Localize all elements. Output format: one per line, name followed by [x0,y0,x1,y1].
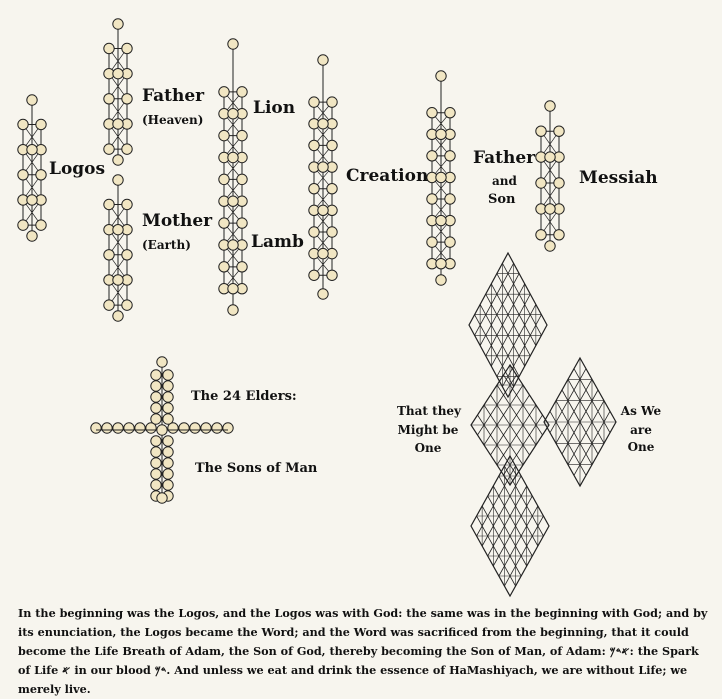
sephira-node [122,300,132,310]
sephira-node [163,436,173,446]
sephira-node [151,370,161,380]
sephira-node [219,262,229,272]
sephira-node [135,423,145,433]
sephira-node [327,227,337,237]
sephira-node [163,469,173,479]
tree-father-son [427,71,455,285]
sephira-node [436,215,446,225]
sephira-node [445,194,455,204]
sephira-node [104,43,114,53]
label-son: Son [488,192,516,207]
sephira-node [228,109,238,119]
sephira-node [318,248,328,258]
sephira-node [201,423,211,433]
sephira-node [18,220,28,230]
sephira-node [228,305,238,315]
sephira-node [327,184,337,194]
sephira-node [163,381,173,391]
sephira-node [427,237,437,247]
label-one: One [414,441,442,455]
sephira-node [228,152,238,162]
sephira-node [151,392,161,402]
sephira-node [163,480,173,490]
tree-messiah [536,101,564,251]
label-24-elders: The 24 Elders: [191,389,297,404]
sephira-node [122,144,132,154]
body-paragraph: In the beginning was the Logos, and the Logos was with God: the same was in the beginning with God; and by its enunciation, the Logos became the Word; and the Word was sacrificed from the beginning, that it could become the Life Breath of Adam, the Son of God, thereby becoming the Son of Man, of Adam: 𐤀𐤃𐤌: the Spark of Life 𐤀 in our blood 𐤃𐤌. And unless we eat and drink the essence of HaMashiyach, we are without Life; we merely live. [18,606,708,696]
sephira-node [157,425,167,435]
sephira-node [536,178,546,188]
tree-creation [309,55,337,299]
sephira-node [445,151,455,161]
sephira-node [436,275,446,285]
tree-mother [104,175,132,321]
sephira-node [104,300,114,310]
sephira-node [151,381,161,391]
sephira-node [436,71,446,81]
sephira-node [309,184,319,194]
label-earth: (Earth) [142,238,191,252]
label-that-they: That they [397,404,462,418]
sephira-node [536,230,546,240]
sephira-node [163,392,173,402]
label-lion: Lion [253,98,296,118]
sephira-node [228,196,238,206]
sephira-node [122,94,132,104]
label-sons-of-man: The Sons of Man [195,461,318,476]
sephira-node [436,172,446,182]
sephira-node [36,170,46,180]
sephira-node [18,170,28,180]
sephira-node [122,250,132,260]
sephira-node [151,403,161,413]
sephira-node [318,55,328,65]
sephira-node [554,126,564,136]
diamond-outline [469,253,547,397]
sephira-node [219,174,229,184]
sephira-node [228,240,238,250]
label-father: Father [142,86,205,106]
label-father-2: Father [473,148,536,168]
sephira-node [554,230,564,240]
sephira-node [237,130,247,140]
sephira-node [212,423,222,433]
sephira-node [104,250,114,260]
sephira-node [190,423,200,433]
sephira-node [228,284,238,294]
sephira-node [237,87,247,97]
sephira-node [151,458,161,468]
label-might-be: Might be [397,423,459,437]
sephira-node [318,289,328,299]
sephira-node [157,493,167,503]
sephira-node [36,220,46,230]
sephira-node [327,270,337,280]
sephira-node [151,480,161,490]
sephira-node [436,258,446,268]
sephira-node [27,231,37,241]
label-and: and [492,174,517,188]
sephira-node [157,357,167,367]
sephira-node [27,95,37,105]
sephira-node [91,423,101,433]
sephira-node [318,119,328,129]
sephira-node [545,152,555,162]
sephira-node [318,205,328,215]
sephira-node [445,108,455,118]
label-as-we: As We [620,404,662,418]
sephira-node [545,241,555,251]
label-mother: Mother [142,211,213,231]
sephira-node [122,199,132,209]
sephira-node [427,194,437,204]
sephira-node [104,94,114,104]
sephira-node [163,370,173,380]
sephira-node [163,447,173,457]
sephira-node [237,218,247,228]
sephira-node [18,119,28,129]
sephira-node [151,414,161,424]
sephira-node [113,68,123,78]
sephira-node [427,108,437,118]
sephira-node [309,270,319,280]
sephira-node [327,97,337,107]
tree-father [104,19,132,165]
sephira-node [113,423,123,433]
label-one-2: One [627,440,655,454]
sephira-node [219,218,229,228]
sephira-node [113,311,123,321]
label-creation: Creation [346,166,429,186]
diamond-middle [471,365,549,485]
diamond-right [544,358,616,486]
sephira-node [228,39,238,49]
label-lamb: Lamb [251,232,304,252]
sephira-node [113,19,123,29]
sephira-node [219,87,229,97]
sephira-node [124,423,134,433]
sephira-node [102,423,112,433]
sephira-node [309,227,319,237]
label-heaven: (Heaven) [142,113,204,127]
sephira-node [427,151,437,161]
sephira-node [318,162,328,172]
sephira-node [237,174,247,184]
sephira-node [327,140,337,150]
label-messiah: Messiah [579,168,658,188]
sephira-node [163,403,173,413]
sephira-node [179,423,189,433]
elders-cross [91,357,233,503]
sephira-node [151,436,161,446]
sephira-node [237,262,247,272]
tree-logos [18,95,46,241]
sephira-node [113,224,123,234]
sephira-node [309,97,319,107]
sephira-node [104,199,114,209]
label-logos: Logos [49,159,106,179]
sephira-node [219,130,229,140]
sephira-node [113,175,123,185]
sephira-node [436,129,446,139]
sephira-node [104,144,114,154]
sephira-node [554,178,564,188]
sephira-node [163,458,173,468]
sephira-node [151,469,161,479]
sephira-node [445,237,455,247]
sephira-node [113,155,123,165]
sephira-node [163,414,173,424]
label-are: are [630,423,652,437]
sephira-node [113,119,123,129]
sephira-node [113,275,123,285]
tree-lion-lamb [219,39,247,315]
sephira-node [536,126,546,136]
diamond-top [469,253,547,397]
sephira-node [545,101,555,111]
sephira-node [223,423,233,433]
sephira-node [36,119,46,129]
sephira-node [27,195,37,205]
sephira-node [545,204,555,214]
sephira-node [27,144,37,154]
sephira-node [122,43,132,53]
sephira-node [151,447,161,457]
sephira-node [309,140,319,150]
